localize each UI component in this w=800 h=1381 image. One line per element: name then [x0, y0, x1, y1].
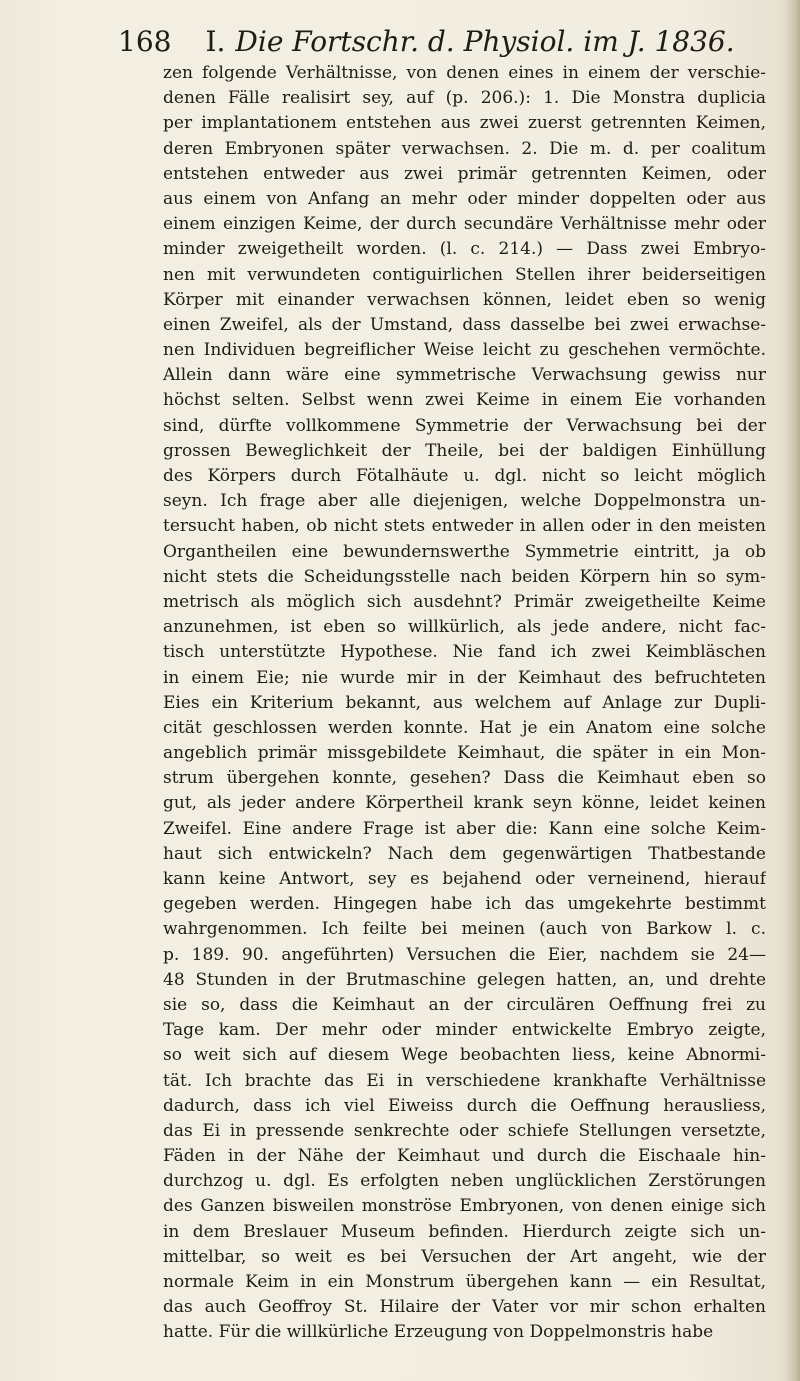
text-line: angeblich primär missgebildete Keimhaut, die später in ein Mon- [163, 743, 766, 764]
text-line: das Ei in pressende senkrechte oder schiefe Stellungen versetzte, [163, 1120, 766, 1141]
text-line: zen folgende Verhältnisse, von denen eines in einem der verschie- [163, 63, 766, 83]
text-line: metrisch als möglich sich ausdehnt? Primär zweigetheilte Keime [163, 591, 766, 612]
text-line: nicht stets die Scheidungsstelle nach beiden Körpern hin so sym- [163, 566, 766, 587]
text-line: Tage kam. Der mehr oder minder entwickelte Embryo zeigte, [163, 1020, 766, 1041]
text-line: normale Keim in ein Monstrum übergehen kann — ein Resultat, [163, 1272, 766, 1292]
text-line: Eies ein Kriterium bekannt, aus welchem auf Anlage zur Dupli- [163, 692, 766, 713]
text-line: per implantationem entstehen aus zwei zuerst getrennten Keimen, [163, 113, 766, 134]
text-line: sind, dürfte vollkommene Symmetrie der Verwachsung bei der [163, 415, 766, 436]
text-line: durchzog u. dgl. Es erfolgten neben unglücklichen Zerstörungen [163, 1171, 766, 1192]
text-line: tersucht haben, ob nicht stets entweder in allen oder in den meisten [163, 516, 766, 537]
text-line: Allein dann wäre eine symmetrische Verwachsung gewiss nur [163, 365, 766, 386]
text-line: p. 189. 90. angeführten) Versuchen die Eier, nachdem sie 24— [163, 944, 766, 965]
text-line: deren Embryonen später verwachsen. 2. Die m. d. per coalitum [163, 138, 766, 159]
text-line: haut sich entwickeln? Nach dem gegenwärtigen Thatbestande [163, 843, 766, 864]
text-line: aus einem von Anfang an mehr oder minder doppelten oder aus [163, 188, 766, 209]
text-line: grossen Beweglichkeit der Theile, bei der baldigen Einhüllung [163, 440, 766, 461]
section-number: I. [205, 25, 226, 58]
text-line: mittelbar, so weit es bei Versuchen der Art angeht, wie der [163, 1246, 766, 1267]
text-line: Körper mit einander verwachsen können, leidet eben so wenig [163, 289, 766, 310]
text-line: des Ganzen bisweilen monströse Embryonen, von denen einige sich [163, 1196, 766, 1217]
text-line: in einem Eie; nie wurde mir in der Keimhaut des befruchteten [163, 667, 766, 688]
running-title: Die Fortschr. d. Physiol. im J. 1836. [235, 25, 735, 58]
text-line: tät. Ich brachte das Ei in verschiedene krankhafte Verhältnisse [163, 1070, 766, 1091]
text-line: nen mit verwundeten contiguirlichen Stellen ihrer beiderseitigen [163, 264, 766, 285]
page-edge-shadow [786, 0, 800, 1381]
text-line: so weit sich auf diesem Wege beobachten liess, keine Abnormi- [163, 1045, 766, 1066]
text-line: minder zweigetheilt worden. (l. c. 214.) — Dass zwei Embryo- [163, 239, 766, 260]
text-line: sie so, dass die Keimhaut an der circulären Oeffnung frei zu [163, 994, 766, 1015]
text-line: das auch Geoffroy St. Hilaire der Vater vor mir schon erhalten [163, 1297, 766, 1318]
text-line: dadurch, dass ich viel Eiweiss durch die Oeffnung herausliess, [163, 1095, 766, 1116]
text-line: strum übergehen konnte, gesehen? Dass die Keimhaut eben so [163, 768, 766, 789]
text-line: nen Individuen begreiflicher Weise leicht zu geschehen vermöchte. [163, 340, 766, 361]
text-line: tisch unterstützte Hypothese. Nie fand ich zwei Keimbläschen [163, 642, 766, 663]
text-line: Fäden in der Nähe der Keimhaut und durch die Eischaale hin- [163, 1146, 766, 1167]
text-line: kann keine Antwort, sey es bejahend oder verneinend, hierauf [163, 869, 766, 889]
text-line: anzunehmen, ist eben so willkürlich, als jede andere, nicht fac- [163, 617, 766, 638]
text-line: in dem Breslauer Museum befinden. Hierdurch zeigte sich un- [163, 1221, 766, 1242]
text-line: denen Fälle realisirt sey, auf (p. 206.): 1. Die Monstra duplicia [163, 88, 766, 109]
text-line: 48 Stunden in der Brutmaschine gelegen hatten, an, und drehte [163, 969, 766, 990]
text-line: des Körpers durch Fötalhäute u. dgl. nicht so leicht möglich [163, 466, 766, 486]
running-header [118, 22, 735, 62]
text-line: gegeben werden. Hingegen habe ich das umgekehrte bestimmt [163, 894, 766, 915]
text-line: Organtheilen eine bewundernswerthe Symmetrie eintritt, ja ob [163, 541, 766, 562]
text-line: hatte. Für die willkürliche Erzeugung von Doppelmonstris habe [163, 1322, 714, 1343]
page-number: 168 [118, 25, 172, 58]
text-line: wahrgenommen. Ich feilte bei meinen (auch von Barkow l. c. [163, 919, 766, 940]
text-line: seyn. Ich frage aber alle diejenigen, welche Doppelmonstra un- [163, 491, 766, 512]
text-line: einen Zweifel, als der Umstand, dass dasselbe bei zwei erwachse- [163, 314, 766, 335]
text-line: cität geschlossen werden konnte. Hat je ein Anatom eine solche [163, 717, 766, 738]
text-line: höchst selten. Selbst wenn zwei Keime in einem Eie vorhanden [163, 390, 766, 411]
text-line: gut, als jeder andere Körpertheil krank seyn könne, leidet keinen [163, 793, 766, 814]
text-line: einem einzigen Keime, der durch secundäre Verhältnisse mehr oder [163, 214, 766, 235]
text-line: entstehen entweder aus zwei primär getrennten Keimen, oder [163, 163, 766, 184]
body-text [163, 61, 766, 1346]
text-line: Zweifel. Eine andere Frage ist aber die: Kann eine solche Keim- [163, 818, 766, 839]
